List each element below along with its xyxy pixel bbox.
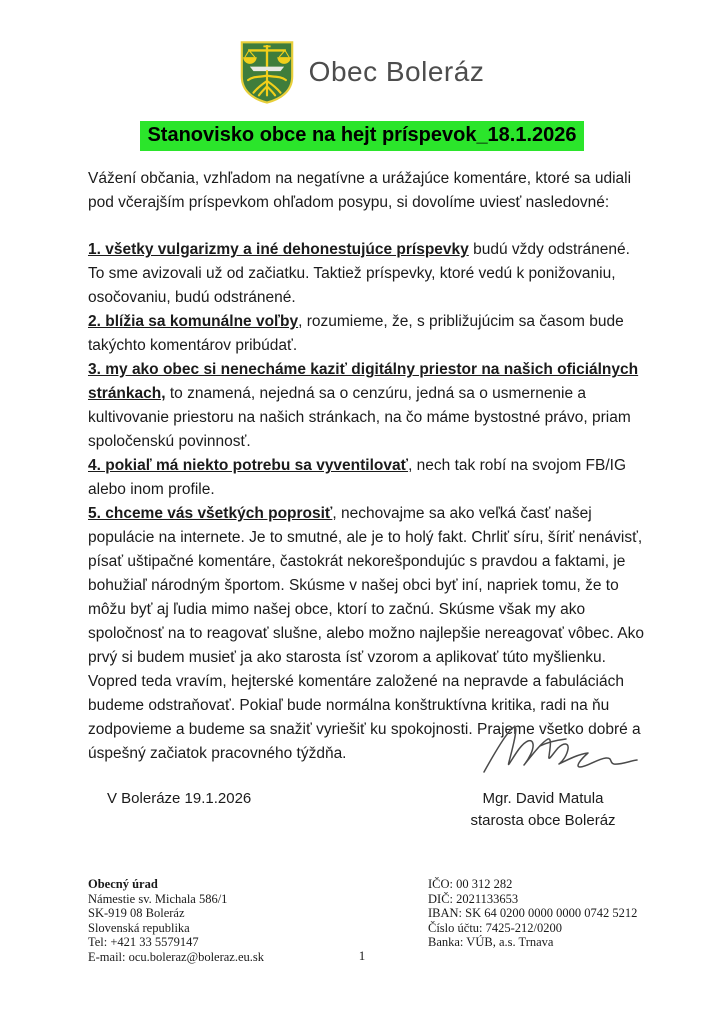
coat-of-arms-icon [240, 40, 294, 104]
paragraph-2-rest: , rozumieme, že, s približujúcim sa časom bude takýchto komentárov pribúdať. [88, 313, 624, 354]
paragraph-1-rest: budú vždy odstránené. To sme avizovali už od začiatku. Taktiež príspevky, ktoré vedú k ponižovaniu, osočovaniu, budú odstránené. [88, 241, 630, 306]
account-line: Číslo účtu: 7425-212/0200 [428, 920, 563, 935]
bank-line: Banka: VÚB, a.s. Trnava [428, 935, 554, 949]
place-date: V Boleráze 19.1.2026 [107, 790, 252, 807]
intro-paragraph: Vážení občania, vzhľadom na negatívne a urážajúce komentáre, ktoré sa udiali pod včerajším príspevkom ohľadom posypu, si dovolíme uviesť nasledovné: [88, 170, 632, 211]
statement-paragraph-3 [88, 358, 646, 454]
paragraph-4-lead: 4. pokiaľ má niekto potrebu sa vyventilovať [88, 457, 409, 474]
paragraph-4-rest: , nech tak robí na svojom FB/IG alebo inom profile. [88, 457, 627, 498]
dic-line: DIČ: 2021133653 [428, 891, 519, 906]
office-title: Obecný úrad [88, 877, 158, 891]
statement-paragraph-1 [88, 238, 646, 310]
header-logo [0, 40, 724, 104]
iban-line: IBAN: SK 64 0200 0000 0000 0742 5212 [428, 906, 638, 920]
statement-paragraph-4 [88, 454, 646, 502]
office-phone: Tel: +421 33 5579147 [88, 935, 199, 949]
statement-paragraph-2 [88, 310, 646, 358]
signature-image [478, 716, 643, 782]
paragraph-3-lead: 3. my ako obec si nenecháme kaziť digitálny priestor na našich oficiálnych stránkach, [88, 361, 639, 402]
signer-block [448, 788, 638, 832]
ico-line: IČO: 00 312 282 [428, 877, 513, 891]
document-body [88, 167, 646, 766]
office-city: SK-919 08 Boleráz [88, 906, 185, 920]
paragraph-3-rest: to znamená, nejedná sa o cenzúru, jedná sa o usmernenie a kultivovanie priestoru na našich stránkach, na čo máme bystostné právo, priam spoločenskú povinnosť. [88, 385, 631, 450]
paragraph-2-lead: 2. blížia sa komunálne voľby [88, 313, 299, 330]
signer-role: starosta obce Boleráz [470, 812, 616, 829]
document-title: Stanovisko obce na hejt príspevok_18.1.2026 [140, 121, 583, 151]
title-row [0, 121, 724, 151]
paragraph-5-rest: , nechovajme sa ako veľká časť našej populácie na internete. Je to smutné, ale je to holý fakt. Chrliť síru, šíriť nenávisť, písať uštipačné komentáre, častokrát nekorešpondujúc s pravdou a faktami, je bohužiaľ národným športom. Skúsme v našej obci byť iní, napriek tomu, že to môžu byť aj ľudia mimo našej obce, ktorí to začnú. Skúsme však my ako spoločnosť na to reagovať slušne, alebo možno najlepšie nereagovať vôbec. Ako prvý si budem musieť ja ako starosta ísť vzorom a aplikovať túto myšlienku. Vopred teda vravím, hejterské komentáre založené na nepravde a fabuláciách budeme odstraňovať. Pokiaľ bude normálna konštruktívna kritika, radi na ňu zodpovieme a budeme sa snažiť vyriešiť ku spokojnosti. Prajeme všetko dobré a úspešný začiatok pracovného týždňa. [88, 505, 644, 762]
org-name: Obec Boleráz [308, 56, 485, 87]
office-country: Slovenská republika [88, 920, 190, 935]
paragraph-1-lead: 1. všetky vulgarizmy a iné dehonestujúce príspevky [88, 241, 469, 258]
office-email: E-mail: ocu.boleraz@boleraz.eu.sk [88, 949, 265, 964]
footer-registration-info [428, 877, 637, 950]
page-number: 1 [358, 948, 366, 963]
paragraph-5-lead: 5. chceme vás všetkých poprosiť [88, 505, 333, 522]
office-street: Námestie sv. Michala 586/1 [88, 891, 228, 906]
signer-name: Mgr. David Matula [482, 790, 604, 807]
